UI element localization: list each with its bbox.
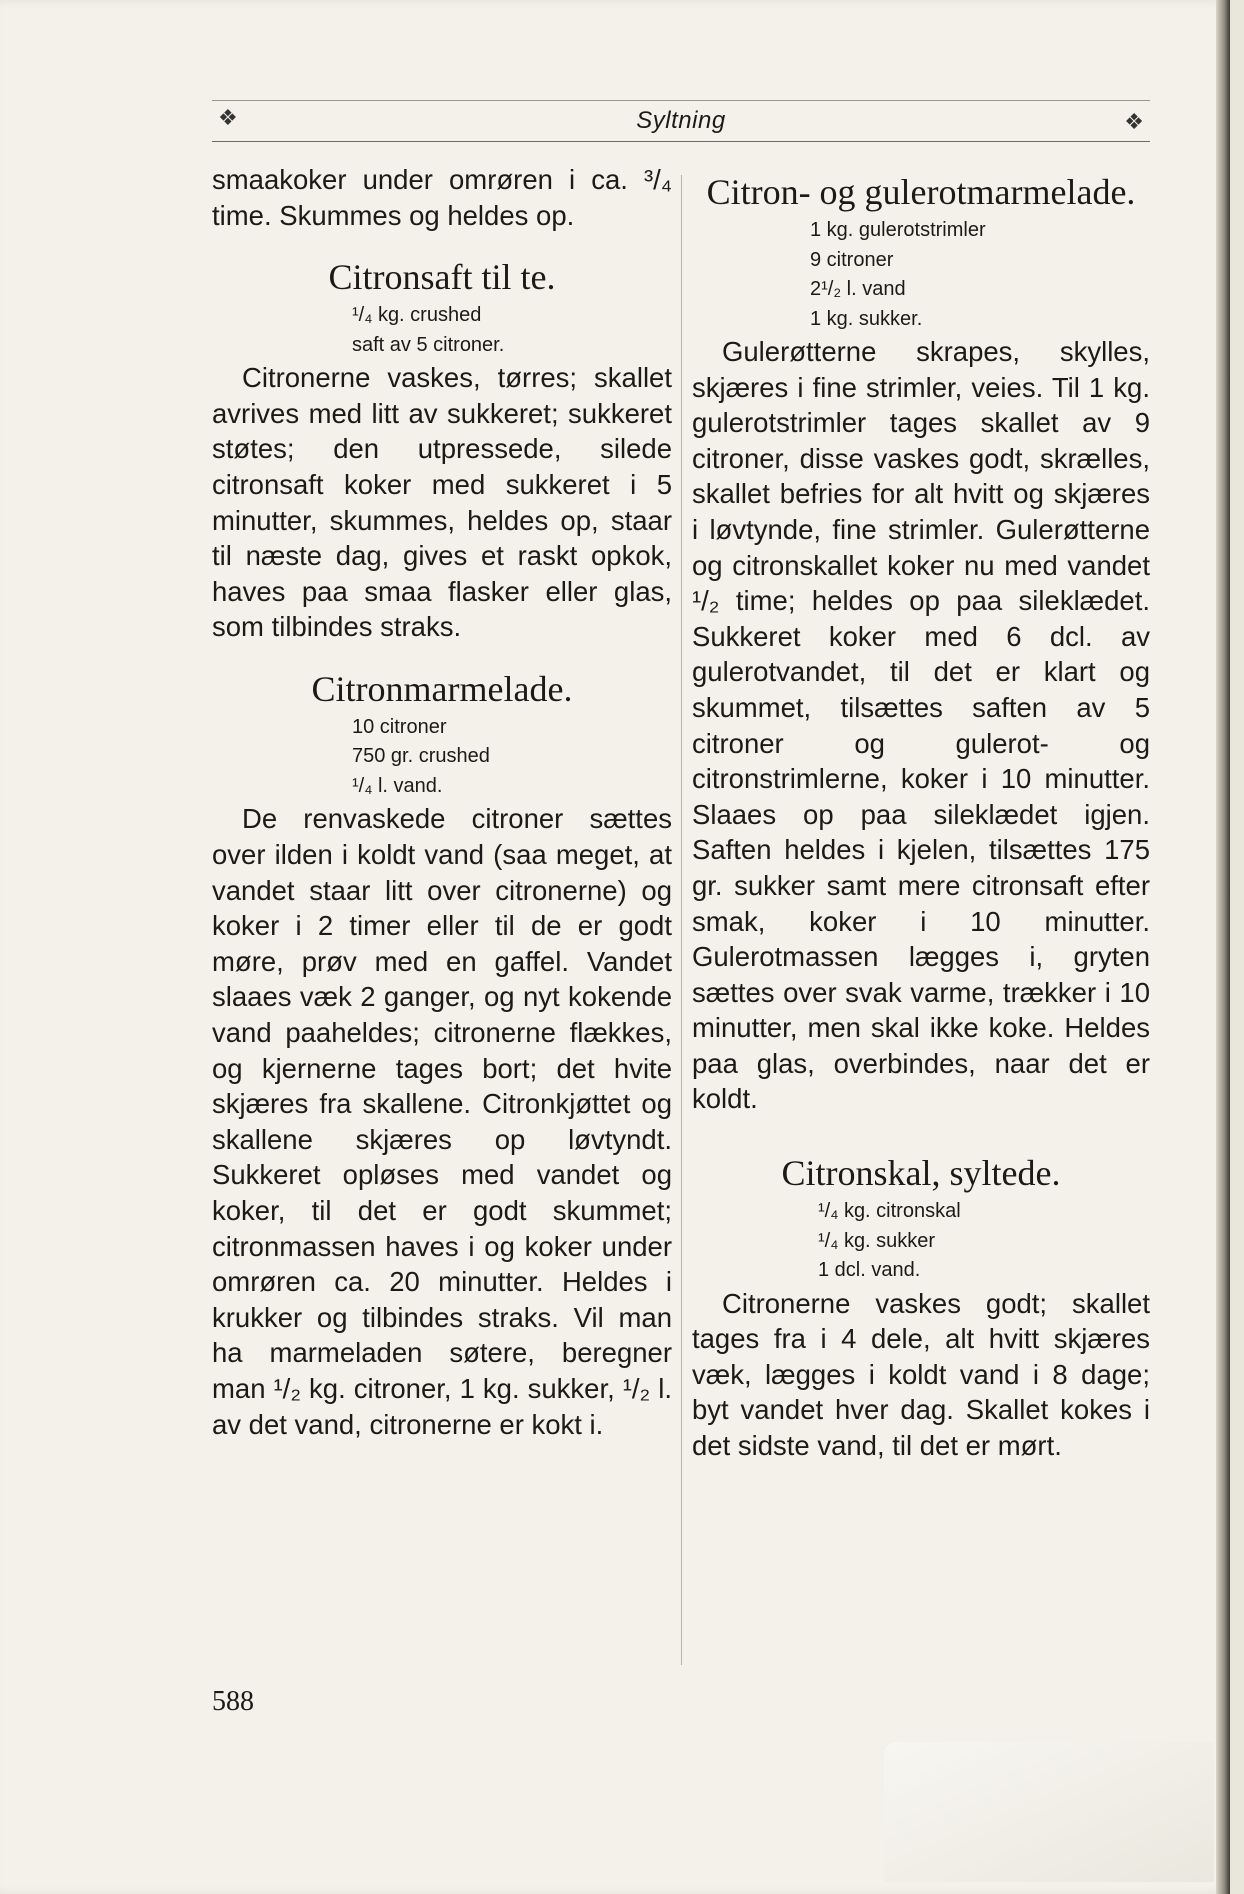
header-title: Syltning (636, 107, 726, 134)
page-number: 588 (212, 1686, 254, 1717)
recipe-title-citronskal: Citronskal, syltede. (781, 1153, 1061, 1194)
recipe-title-gulerotmarmelade: Citron- og gulerotmarmelade. (706, 172, 1136, 212)
paper-smudge (884, 1742, 1214, 1882)
recipe-text-citronsaft: Citronerne vaskes, tørres; skallet avrives med litt av sukkeret; sukkeret støtes; den utpressede, silede citronsaft koker med sukkeret i 5 minutter, skummes, heldes op, staar til næste dag, gives et raskt opkok, haves paa smaa flasker eller glas, som tilbindes straks. (212, 362, 672, 643)
recipe-text-citronskal: Citronerne vaskes godt; skallet tages fra i 4 dele, alt hvitt skjæres væk, lægges i koldt vand i 8 dage; byt vandet hver dag. Skallet kokes i det sidste vand, til det er mørt. (692, 1287, 1150, 1461)
ornament-left-icon: ❖ (218, 105, 238, 130)
ingredient-item: ¹/₄ l. vand. (352, 774, 443, 797)
recipe-text-gulerotmarmelade: Gulerøtterne skrapes, skylles, skjæres i fine strimler, veies. Til 1 kg. gulerotstrimler tages skallet av 9 citroner, disse vaskes godt, skrælles, skallet befries for alt hvitt og skjæres i løvtynde, fine strimler. Gulerøtterne og citronskallet koker nu med vandet ¹/₂ time; heldes op paa sileklædet. Sukkeret koker med 6 dcl. av gulerotvandet, til det er klart og skummet, tilsættes saften av 5 citroner og gulerot- og citronstrimlerne, koker i 10 minutter. Slaaes op paa sileklædet igjen. Saften heldes i kjelen, tilsættes 175 gr. sukker samt mere citronsaft efter smak, koker i 10 minutter. Gulerotmassen lægges i, gryten sættes over svak varme, trækker i 10 minutter, men skal ikke koke. Heldes paa glas, overbindes, naar det er koldt. (692, 336, 1150, 1115)
ingredient-list-citronsaft (212, 301, 672, 360)
page-edge (1216, 0, 1230, 1894)
column-divider (681, 175, 682, 1665)
recipe-title-citronsaft: Citronsaft til te. (328, 257, 556, 298)
ingredient-item: saft av 5 citroner. (352, 333, 505, 356)
recipe-text-citronmarmelade: De renvaskede citroner sættes over ilden i koldt vand (saa meget, at vandet staar litt over citronerne) og koker i 2 timer eller til de er godt møre, prøv med en gaffel. Vandet slaaes væk 2 ganger, og nyt kokende vand paaheldes; citronerne flækkes, og kjernerne tages bort; det hvite skjæres fra skallene. Citronkjøttet og skallene skjæres op løvtyndt. Sukkeret opløses med vandet og koker, til det er godt skummet; citronmassen haves i og koker under omrøren ca. 20 minutter. Heldes i krukker og tilbindes straks. Vil man ha marmeladen søtere, beregner man ¹/₂ kg. citroner, 1 kg. sukker, ¹/₂ l. av det vand, citronerne er kokt i. (212, 803, 672, 1440)
ingredient-item: 9 citroner (810, 248, 894, 271)
ingredient-item: ¹/₄ kg. crushed (352, 304, 482, 327)
recipe-title-citronmarmelade: Citronmarmelade. (311, 668, 573, 709)
ingredient-item: 750 gr. crushed (352, 745, 490, 768)
left-column (212, 162, 672, 1442)
ornament-right-icon: ❖ (1124, 109, 1144, 134)
ingredient-list-citronskal (692, 1197, 1150, 1286)
ingredient-list-citronmarmelade (212, 713, 672, 802)
ingredient-item: 1 kg. gulerotstrimler (810, 219, 986, 241)
ingredient-item: ¹/₄ kg. sukker (818, 1229, 936, 1252)
running-header (212, 100, 1150, 142)
ingredient-list-gulerotmarmelade (692, 216, 1150, 334)
ingredient-item: 1 kg. sukker. (810, 307, 923, 330)
right-column (692, 162, 1150, 1464)
intro-paragraph: smaakoker under omrøren i ca. ³/₄ time. Skummes og heldes op. (212, 164, 672, 231)
ingredient-item: 2¹/₂ l. vand (810, 278, 906, 300)
ingredient-item: 1 dcl. vand. (818, 1259, 921, 1282)
ingredient-item: ¹/₄ kg. citronskal (818, 1200, 961, 1223)
ingredient-item: 10 citroner (352, 715, 447, 738)
